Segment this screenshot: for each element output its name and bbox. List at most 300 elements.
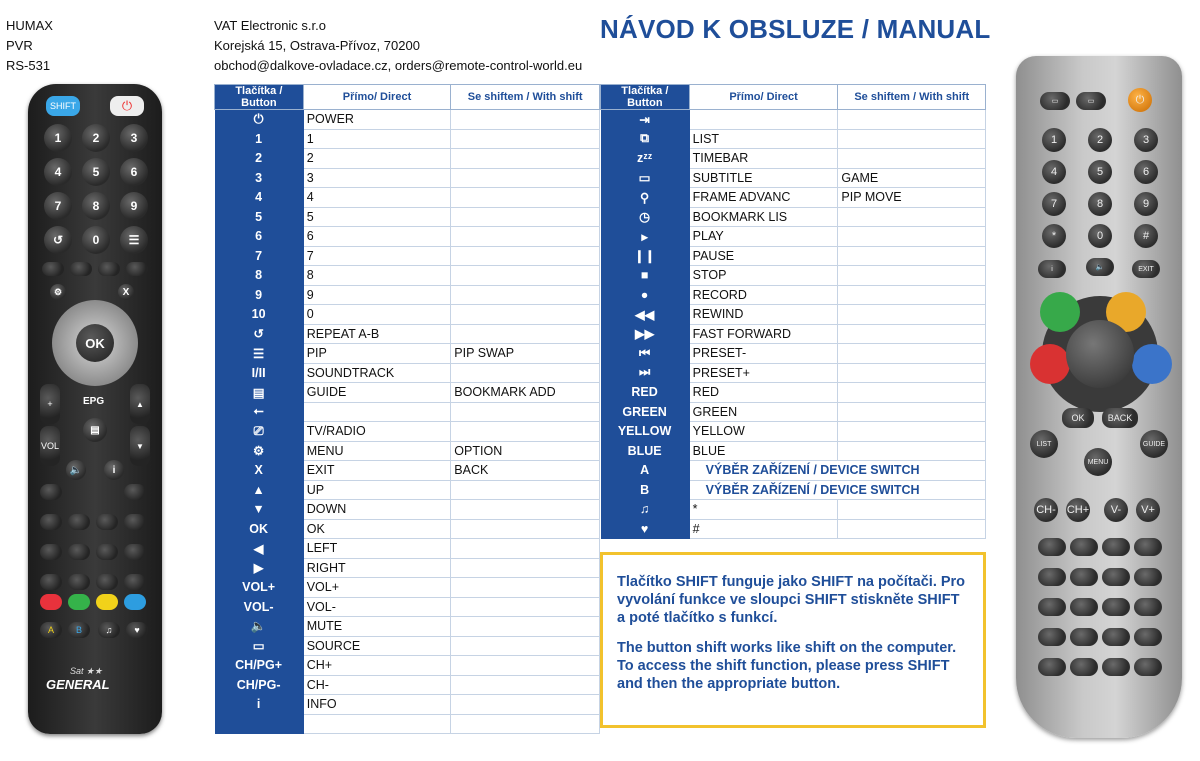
- right-num-key: #: [1134, 224, 1158, 248]
- left-color-key: [96, 594, 118, 610]
- x-key: X: [118, 284, 134, 300]
- shift-function: [838, 519, 986, 539]
- info-key-icon: i: [1038, 260, 1066, 278]
- direct-function: LIST: [689, 129, 838, 149]
- skip-back-icon: ⏮: [601, 344, 690, 364]
- shift-note-en: The button shift works like shift on the computer. To access the shift function, please press SHIFT and then the appropriate button.: [617, 640, 957, 692]
- shift-function: OPTION: [451, 441, 600, 461]
- table-row: [215, 441, 600, 461]
- left-num-key: 6: [120, 158, 148, 186]
- table-row: [601, 324, 986, 344]
- shift-function: [451, 597, 600, 617]
- button-key-7: 7: [215, 246, 304, 266]
- table-row: [215, 422, 600, 442]
- table-body-right: [601, 110, 986, 539]
- direct-function: PAUSE: [689, 246, 838, 266]
- shift-function: GAME: [838, 168, 986, 188]
- table-row: [601, 227, 986, 247]
- right-function-key: [1102, 598, 1130, 616]
- table-row: [215, 207, 600, 227]
- table-row: [215, 695, 600, 715]
- mute-key-icon: 🔈: [1086, 258, 1114, 276]
- right-function-key: [1134, 658, 1162, 676]
- table-row: [601, 461, 986, 481]
- music-note-icon: ♫: [601, 500, 690, 520]
- shift-function: BACK: [451, 461, 600, 481]
- direct-function: EXIT: [303, 461, 451, 481]
- general-logo: [46, 666, 110, 692]
- direct-function: 4: [303, 188, 451, 208]
- orange-power-key-icon: ⏻: [1128, 88, 1152, 112]
- direct-function: YELLOW: [689, 422, 838, 442]
- right-function-key: [1070, 658, 1098, 676]
- ch-down-key-icon: ▼: [130, 426, 150, 466]
- button-key-blank: ◀: [215, 539, 304, 559]
- right-function-key: [1102, 568, 1130, 586]
- source-icon: ▭: [215, 636, 304, 656]
- direct-function: SOURCE: [303, 636, 451, 656]
- table-row: [215, 597, 600, 617]
- table-row: [215, 168, 600, 188]
- shift-function: [451, 519, 600, 539]
- shift-function: [838, 324, 986, 344]
- menu-lines-icon: ☰: [215, 344, 304, 364]
- magnifier-icon: ⚲: [601, 188, 690, 208]
- right-remote-image: [1016, 56, 1182, 738]
- company-address: Korejská 15, Ostrava-Přívoz, 70200: [214, 38, 420, 53]
- button-table-left: [214, 84, 600, 734]
- header-shift: Se shiftem / With shift: [451, 85, 600, 110]
- v-minus-key: V-: [1104, 498, 1128, 522]
- table-row: [601, 149, 986, 169]
- left-remote-image: [28, 84, 162, 734]
- header-direct: Přímo/ Direct: [303, 85, 451, 110]
- heart-key-icon: ♥: [126, 622, 148, 638]
- table-row: [601, 344, 986, 364]
- music-note-key-icon: ♫: [98, 622, 120, 638]
- table-row: [215, 324, 600, 344]
- left-function-key: [124, 514, 146, 530]
- table-row: [601, 500, 986, 520]
- a-key: A: [40, 622, 62, 638]
- shift-function: [451, 656, 600, 676]
- header-button: Tlačítka / Button: [601, 85, 690, 110]
- direct-function: [689, 110, 838, 130]
- menu-key: MENU: [1084, 448, 1112, 476]
- shift-function: [838, 227, 986, 247]
- button-key-i-ii: I/II: [215, 363, 304, 383]
- table-row: [215, 246, 600, 266]
- right-num-key: 1: [1042, 128, 1066, 152]
- direct-function: PLAY: [689, 227, 838, 247]
- shift-function: [451, 422, 600, 442]
- right-function-key: [1038, 658, 1066, 676]
- sleep-icon: zᶻᶻ: [601, 149, 690, 169]
- left-num-key: 9: [120, 192, 148, 220]
- button-key-5: 5: [215, 207, 304, 227]
- table-row: [601, 519, 986, 539]
- direct-function: REPEAT A-B: [303, 324, 451, 344]
- direct-function: 0: [303, 305, 451, 325]
- right-function-key: [1038, 538, 1066, 556]
- shift-function: [838, 246, 986, 266]
- device-switch-label: VÝBĚR ZAŘÍZENÍ / DEVICE SWITCH: [689, 480, 985, 500]
- shift-function: [451, 305, 600, 325]
- table-header-row: [601, 85, 986, 110]
- left-function-key: [68, 514, 90, 530]
- company-emails: obchod@dalkove-ovladace.cz, orders@remote-control-world.eu: [214, 58, 583, 73]
- button-key-blue: BLUE: [601, 441, 690, 461]
- right-function-key: [1102, 628, 1130, 646]
- left-function-key: [124, 544, 146, 560]
- left-color-key: [124, 594, 146, 610]
- direct-function: RED: [689, 383, 838, 403]
- back-key: BACK: [1102, 408, 1138, 428]
- right-num-key: 0: [1088, 224, 1112, 248]
- button-key-blank: ▼: [215, 500, 304, 520]
- table-row: [601, 110, 986, 130]
- input-icon: ⇥: [601, 110, 690, 130]
- direct-function: 1: [303, 129, 451, 149]
- table-row: [601, 285, 986, 305]
- ch-minus-key: CH-: [1034, 498, 1058, 522]
- left-small-key: [98, 262, 120, 276]
- table-header-row: [215, 85, 600, 110]
- vol-minus-key: VOL: [40, 426, 60, 466]
- right-num-key: 6: [1134, 160, 1158, 184]
- right-num-key: *: [1042, 224, 1066, 248]
- button-key-b: B: [601, 480, 690, 500]
- stop-icon: ■: [601, 266, 690, 286]
- info-key: i: [104, 460, 124, 480]
- table-row: [215, 480, 600, 500]
- direct-function: RIGHT: [303, 558, 451, 578]
- direct-function: STOP: [689, 266, 838, 286]
- left-function-key: [40, 544, 62, 560]
- table-row: [215, 636, 600, 656]
- exit-key: EXIT: [1132, 260, 1160, 278]
- left-function-key: [68, 574, 90, 590]
- left-function-key: [40, 514, 62, 530]
- model-type: PVR: [6, 38, 33, 53]
- shift-function: [451, 110, 600, 130]
- shift-function: [838, 266, 986, 286]
- button-key-blank: ▲: [215, 480, 304, 500]
- guide-key-icon: ▤: [83, 418, 107, 442]
- shift-key: SHIFT: [46, 96, 80, 116]
- direct-function: SOUNDTRACK: [303, 363, 451, 383]
- power-key-icon: ⏻: [110, 96, 144, 116]
- left-small-key: [126, 262, 148, 276]
- header-shift: Se shiftem / With shift: [838, 85, 986, 110]
- shift-function: [838, 383, 986, 403]
- left-num-key: 3: [120, 124, 148, 152]
- right-function-key: [1102, 658, 1130, 676]
- right-function-key: [1134, 568, 1162, 586]
- left-small-key: [42, 262, 64, 276]
- table-row: [215, 188, 600, 208]
- direct-function: 8: [303, 266, 451, 286]
- left-ok-key: OK: [76, 324, 114, 362]
- fast-forward-icon: ▶▶: [601, 324, 690, 344]
- table-row: [215, 227, 600, 247]
- record-icon: ●: [601, 285, 690, 305]
- b-key: B: [68, 622, 90, 638]
- shift-function: [838, 402, 986, 422]
- table-row: [215, 110, 600, 130]
- shift-function: [838, 110, 986, 130]
- shift-function: [451, 207, 600, 227]
- right-dpad-center: [1066, 320, 1134, 388]
- shift-function: [451, 539, 600, 559]
- button-key-ok: OK: [215, 519, 304, 539]
- general-logo-sub: Sat ★★: [70, 666, 103, 676]
- shift-function: [451, 285, 600, 305]
- subtitle-icon: ▭: [601, 168, 690, 188]
- right-function-key: [1070, 568, 1098, 586]
- list-icon: ⧉: [601, 129, 690, 149]
- ch-plus-key: CH+: [1066, 498, 1090, 522]
- table-row: [601, 305, 986, 325]
- direct-function: DOWN: [303, 500, 451, 520]
- gear-icon: ⚙: [215, 441, 304, 461]
- left-num-key: 4: [44, 158, 72, 186]
- right-function-key: [1070, 538, 1098, 556]
- direct-function: OK: [303, 519, 451, 539]
- table-row: [215, 500, 600, 520]
- shift-function: [838, 422, 986, 442]
- table-row: [215, 656, 600, 676]
- right-function-key: [1134, 598, 1162, 616]
- list-key: LIST: [1030, 430, 1058, 458]
- right-num-key: 2: [1088, 128, 1112, 152]
- shift-function: [451, 324, 600, 344]
- direct-function: UP: [303, 480, 451, 500]
- shift-function: [451, 188, 600, 208]
- direct-function: CH+: [303, 656, 451, 676]
- repeat-icon: ↺: [215, 324, 304, 344]
- shift-function: [838, 441, 986, 461]
- shift-function: [451, 363, 600, 383]
- general-logo-text: GENERAL: [46, 677, 110, 692]
- table-row: [215, 344, 600, 364]
- left-function-key: [40, 484, 62, 500]
- direct-function: MENU: [303, 441, 451, 461]
- table-row: [215, 519, 600, 539]
- button-key-yellow: YELLOW: [601, 422, 690, 442]
- button-table-right: [600, 84, 986, 539]
- direct-function: REWIND: [689, 305, 838, 325]
- direct-function: 9: [303, 285, 451, 305]
- direct-function: SUBTITLE: [689, 168, 838, 188]
- red-key: [1030, 344, 1070, 384]
- shift-function: PIP SWAP: [451, 344, 600, 364]
- button-key-3: 3: [215, 168, 304, 188]
- direct-function: BLUE: [689, 441, 838, 461]
- shift-function: BOOKMARK ADD: [451, 383, 600, 403]
- button-key-6: 6: [215, 227, 304, 247]
- shift-function: [451, 578, 600, 598]
- direct-function: INFO: [303, 695, 451, 715]
- button-key-1: 1: [215, 129, 304, 149]
- direct-function: VOL-: [303, 597, 451, 617]
- green-key: [1040, 292, 1080, 332]
- button-key-ch-pg: CH/PG+: [215, 656, 304, 676]
- shift-function: [838, 344, 986, 364]
- right-function-key: [1038, 598, 1066, 616]
- button-key-vol: VOL+: [215, 578, 304, 598]
- button-key-x: X: [215, 461, 304, 481]
- tv-radio-icon: ⎚: [215, 422, 304, 442]
- button-key-vol: VOL-: [215, 597, 304, 617]
- epg-label: EPG: [83, 396, 105, 407]
- table-body-left: [215, 110, 600, 734]
- direct-function: 3: [303, 168, 451, 188]
- table-row: [215, 266, 600, 286]
- shift-function: [451, 129, 600, 149]
- company-name: VAT Electronic s.r.o: [214, 18, 326, 33]
- button-key-blank: [215, 714, 304, 734]
- table-row: [601, 363, 986, 383]
- left-color-key: [40, 594, 62, 610]
- right-function-key: [1070, 598, 1098, 616]
- table-row: [215, 363, 600, 383]
- shift-function: [451, 675, 600, 695]
- direct-function: GUIDE: [303, 383, 451, 403]
- left-function-key: [96, 574, 118, 590]
- table-row: [215, 383, 600, 403]
- right-ok-key: OK: [1062, 408, 1094, 428]
- right-function-key: [1038, 628, 1066, 646]
- shift-function: [451, 558, 600, 578]
- direct-function: PIP: [303, 344, 451, 364]
- shift-function: [451, 636, 600, 656]
- table-row: [215, 285, 600, 305]
- direct-function: VOL+: [303, 578, 451, 598]
- direct-function: FRAME ADVANC: [689, 188, 838, 208]
- model-info: [6, 16, 53, 76]
- button-key-ch-pg: CH/PG-: [215, 675, 304, 695]
- right-function-key: [1070, 628, 1098, 646]
- left-num-key: 8: [82, 192, 110, 220]
- shift-function: [451, 480, 600, 500]
- direct-function: CH-: [303, 675, 451, 695]
- table-row: [215, 305, 600, 325]
- usb-icon: ⭠: [215, 402, 304, 422]
- gear-key-icon: ⚙: [50, 284, 66, 300]
- table-row: [215, 149, 600, 169]
- direct-function: POWER: [303, 110, 451, 130]
- left-small-key: [70, 262, 92, 276]
- right-num-key: 8: [1088, 192, 1112, 216]
- tv-radio-key-icon: ▭: [1040, 92, 1070, 110]
- direct-function: BOOKMARK LIS: [689, 207, 838, 227]
- vol-plus-key: +: [40, 384, 60, 424]
- direct-function: PRESET-: [689, 344, 838, 364]
- shift-function: PIP MOVE: [838, 188, 986, 208]
- right-function-key: [1038, 568, 1066, 586]
- left-num-key: 1: [44, 124, 72, 152]
- table-row: [601, 383, 986, 403]
- button-key-red: RED: [601, 383, 690, 403]
- skip-forward-icon: ⏭: [601, 363, 690, 383]
- shift-function: [451, 266, 600, 286]
- left-num-key: 2: [82, 124, 110, 152]
- right-num-key: 9: [1134, 192, 1158, 216]
- direct-function: RECORD: [689, 285, 838, 305]
- model-code: RS-531: [6, 58, 51, 73]
- clock-icon: ◷: [601, 207, 690, 227]
- shift-function: [838, 363, 986, 383]
- power-icon: ⏻: [215, 110, 304, 130]
- table-row: [215, 675, 600, 695]
- table-row: [601, 402, 986, 422]
- shift-function: [451, 149, 600, 169]
- direct-function: TV/RADIO: [303, 422, 451, 442]
- table-row: [601, 441, 986, 461]
- ch-up-key-icon: ▲: [130, 384, 150, 424]
- left-function-key: [40, 574, 62, 590]
- shift-function: [451, 695, 600, 715]
- shift-function: [838, 305, 986, 325]
- mute-key-icon: 🔈: [66, 460, 86, 480]
- play-icon: ▸: [601, 227, 690, 247]
- shift-note-box: [600, 552, 986, 728]
- table-row: [601, 422, 986, 442]
- header-button: Tlačítka / Button: [215, 85, 304, 110]
- table-row: [215, 539, 600, 559]
- header-direct: Přímo/ Direct: [689, 85, 838, 110]
- left-num-key: ↺: [44, 226, 72, 254]
- shift-function: [838, 149, 986, 169]
- right-num-key: 7: [1042, 192, 1066, 216]
- direct-function: #: [689, 519, 838, 539]
- table-row: [215, 558, 600, 578]
- button-key-10: 10: [215, 305, 304, 325]
- table-row: [601, 168, 986, 188]
- direct-function: [303, 402, 451, 422]
- shift-function: [451, 617, 600, 637]
- button-key-9: 9: [215, 285, 304, 305]
- model-brand: HUMAX: [6, 18, 53, 33]
- direct-function: FAST FORWARD: [689, 324, 838, 344]
- direct-function: 2: [303, 149, 451, 169]
- left-color-key: [68, 594, 90, 610]
- left-num-key: 5: [82, 158, 110, 186]
- right-function-key: [1102, 538, 1130, 556]
- shift-function: [838, 285, 986, 305]
- page-title: NÁVOD K OBSLUZE / MANUAL: [600, 14, 991, 44]
- source-key-icon: ▭: [1076, 92, 1106, 110]
- table-row: [215, 714, 600, 734]
- table-row: [601, 266, 986, 286]
- pause-icon: ❙❙: [601, 246, 690, 266]
- shift-function: [451, 246, 600, 266]
- right-function-key: [1134, 628, 1162, 646]
- left-num-key: 0: [82, 226, 110, 254]
- button-key-blank: ▶: [215, 558, 304, 578]
- left-function-key: [96, 544, 118, 560]
- button-key-a: A: [601, 461, 690, 481]
- guide-icon: ▤: [215, 383, 304, 403]
- button-key-i: i: [215, 695, 304, 715]
- table-row: [601, 207, 986, 227]
- left-function-key: [124, 484, 146, 500]
- button-key-green: GREEN: [601, 402, 690, 422]
- right-num-key: 3: [1134, 128, 1158, 152]
- direct-function: PRESET+: [689, 363, 838, 383]
- table-row: [601, 480, 986, 500]
